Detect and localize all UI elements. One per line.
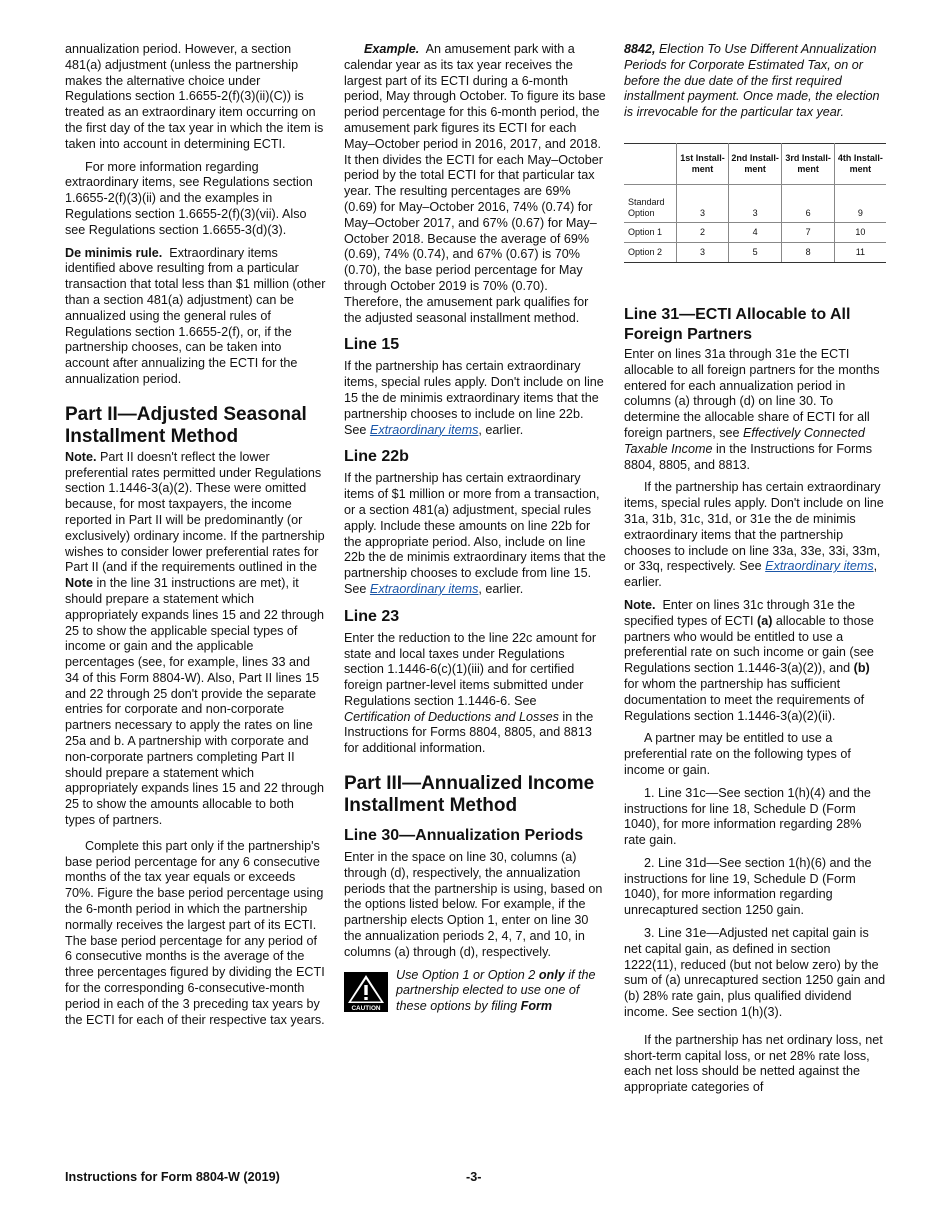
row-label: Standard Option xyxy=(624,184,677,222)
paragraph: If the partnership has net ordinary loss, net short-term capital loss, or net 28% rate loss, each net loss should be netted against the appropriate categories of xyxy=(624,1032,883,1095)
table-cell: 3 xyxy=(677,184,729,222)
table-cell: 2 xyxy=(677,222,729,242)
bold-text: Note xyxy=(65,576,93,591)
table-cell: 10 xyxy=(834,222,886,242)
table-header: 4th Install-ment xyxy=(834,143,886,184)
caution-label: CAUTION xyxy=(351,1004,381,1012)
caution-icon xyxy=(344,972,388,1012)
paragraph-text: , earlier. xyxy=(478,581,524,596)
paragraph-text: in the line 31 instructions are met), it should prepare a statement which appropriately expands lines 15 and 22 through 25 to show the applicable special types of income or gain and the applicable percentages (see, for example, lines 33 and 34 of this Form 8804-W). Also, Part II lines 15 and 22 through 25 don't provide the separate entries for corporate and non-corporate partners necessary to apply the rates on line 25a and b. A partnership with corporate and non-corporate partners completing Part II should prepare a statement which appropriately expands lines 15 and 22 through 25 to show the amounts allocable to both types of partners. xyxy=(65,576,325,828)
row-label: Option 1 xyxy=(624,222,677,242)
table-row xyxy=(624,184,886,222)
section-heading-line-15: Line 15 xyxy=(344,336,400,354)
bold-text: only xyxy=(538,967,565,982)
caution-text-part: Use Option 1 or Option 2 xyxy=(396,967,536,982)
run-in-heading: Note. xyxy=(624,597,656,612)
paragraph-text: If the partnership has certain extraordinary items, special rules apply. Don't include on line 31a, 31b, 31c, 31d, or 31e the de minimis extraordinary items that the partnership chooses to include on line 33a, 33e, 33i, 33m, or 33q, respectively. See xyxy=(624,480,884,574)
caution-box xyxy=(344,968,606,1015)
section-heading-line-23: Line 23 xyxy=(344,607,400,625)
paragraph: annualization period. However, a section 481(a) adjustment (unless the partnership makes the alternative choice under Regulations section 1.6655-2(f)(3)(ii)(C)) is treated as an extraordinary item occurring on the first day of the tax year in which the item is taken into account in determining ECTI. xyxy=(65,42,324,151)
paragraph-text: Enter on lines 31c through 31e the specified types of ECTI xyxy=(624,597,856,628)
table-row xyxy=(624,242,886,262)
paragraph xyxy=(624,42,886,121)
table-cell: 8 xyxy=(782,242,834,262)
table-cell: 5 xyxy=(728,242,781,262)
table-cell: 11 xyxy=(834,242,886,262)
table-header: 1st Install-ment xyxy=(677,143,729,184)
paragraph-text: If the partnership has certain extraordinary items, special rules apply. Don't include on line 15 the de minimis extraordinary items that the partnership chooses to include on line 22b. See xyxy=(344,359,604,437)
extraordinary-items-link[interactable]: Extraordinary items xyxy=(765,559,874,574)
table-cell: 9 xyxy=(834,184,886,222)
annualization-options-table xyxy=(624,143,886,263)
paragraph-text: , earlier. xyxy=(478,422,524,437)
run-in-heading: Note. xyxy=(65,449,97,464)
list-item: 1. Line 31c—See section 1(h)(4) and the instructions for line 18, Schedule D (Form 1040), for more information regarding 28% rate gain. xyxy=(624,785,871,848)
column-3 xyxy=(624,42,886,1103)
table-header-blank xyxy=(624,143,677,184)
paragraph-text: Extraordinary items identified above resulting from a particular transaction that total less than $1 million (other than a section 481(a) adjustment) can be annualized using the general rules of Regulations section 1.6655-2(f), or, if the partnership chooses, can be taken into account after annualizing the ECTI for the annualization period. xyxy=(65,245,326,386)
paragraph: A partner may be entitled to use a preferential rate on the following types of income or gain. xyxy=(624,731,851,777)
table-header: 2nd Install-ment xyxy=(728,143,781,184)
paragraph-text: Enter on lines 31a through 31e the ECTI allocable to all foreign partners for the months entered for each annualization period in columns (a) through (d) on line 30. To determine the allocable share of ECTI for all foreign partners, see xyxy=(624,346,880,440)
example-paragraph xyxy=(344,42,606,326)
section-heading-line-31: Line 31—ECTI Allocable to All Foreign Partners xyxy=(624,305,851,343)
paragraph xyxy=(344,471,606,597)
paragraph-text: , earlier. xyxy=(624,559,878,590)
paragraph-text: allocable to those partners who would be entitled to use a preferential rate on such income or gain (see Regulations section 1.1446-3(a)(2)), and xyxy=(624,613,874,676)
italic-title: Certification of Deductions and Losses xyxy=(344,709,559,724)
paragraph-text: in the Instructions for Forms 8804, 8805, and 8813 for additional information. xyxy=(344,709,594,756)
paragraph xyxy=(65,246,326,388)
table-cell: 6 xyxy=(782,184,834,222)
list-item: 3. Line 31e—Adjusted net capital gain is net capital gain, as defined in section 1222(11), reduced (but not below zero) by the sum of (a) unrecaptured section 1250 gain and (b) 28% rate gain, plus qualified dividend income. See section 1(h)(3). xyxy=(624,926,886,1020)
bold-text: (a) xyxy=(757,613,773,628)
paragraph-text: If the partnership has certain extraordinary items of $1 million or more from a transaction, or a section 481(a) adjustment, special rules apply. Include these amounts on line 22b for the appropriate period. Also, include on line 22b the de minimis extraordinary items that the partnership chooses to exclude from line 15. See xyxy=(344,471,606,596)
caution-text-part: if the partnership elected to use one of these options by filing xyxy=(396,967,596,1014)
italic-title: Effectively Connected Taxable Income xyxy=(624,425,865,456)
bold-text: 8842, xyxy=(624,42,656,56)
extraordinary-items-link[interactable]: Extraordinary items xyxy=(369,422,479,437)
paragraph: Complete this part only if the partnership's base period percentage for any 6 consecutive months of the tax year equals or exceeds 70%. Figure the base period percentage using the 6-month period in which the partnership normally receives the largest part of its ECTI. The base period percentage for any period of 6 consecutive months is the average of the three percentages figured by dividing the ECTI for the corresponding 6-consecutive-month period in each of the 3 preceding tax years by the ECTI for each of their respective tax years. xyxy=(65,838,325,1027)
table-cell: 3 xyxy=(728,184,781,222)
paragraph-text: An amusement park with a calendar year as its tax year receives the largest part of its ECTI during a 6-month period, May through October. To figure its base period percentage for this 6-month period, the amusement park figures its ECTI for each May–October period in 2016, 2017, and 2018. It then divides the ECTI for each May–October period by the total ECTI for that particular tax year. The resulting percentages are 69% (0.69) for May–October 2016, 74% (0.74) for May–October 2017, and 67% (0.67) for May–October 2018. Because the average of 69% (0.69), 74% (0.74), and 67% (0.67) is 70% (0.70), the base period percentage for May through October 2019 is 70% (0.70). Therefore, the amusement park qualifies for the adjusted seasonal installment method. xyxy=(344,42,606,325)
paragraph xyxy=(344,359,606,438)
table-cell: 4 xyxy=(728,222,781,242)
table-cell: 7 xyxy=(782,222,834,242)
paragraph-text: Election To Use Different Annualization Periods for Corporate Estimated Tax, on or before the due date of the first required installment payment. Once made, the election is irrevocable for the particular tax year. xyxy=(624,42,880,120)
paragraph-text: Part II doesn't reflect the lower preferential rates permitted under Regulations section 1.1446-3(a)(2). These were omitted because, for most taxpayers, the income reported in Part II will be predominantly (or exclusively) ordinary income. If the partnership wishes to consider lower preferential rates for Part II (and if the requirements outlined in the xyxy=(65,449,325,575)
run-in-heading: Example. xyxy=(364,42,420,56)
note-paragraph xyxy=(65,450,326,829)
footer-form-title: Instructions for Form 8804-W (2019) xyxy=(65,1170,280,1184)
table-header: 3rd Install-ment xyxy=(782,143,834,184)
paragraph xyxy=(624,480,886,591)
table-row xyxy=(624,222,886,242)
page-number: -3- xyxy=(466,1170,482,1184)
paragraph: Enter in the space on line 30, columns (a) through (d), respectively, the annualization periods that the partnership is using, based on the options listed below. For example, if the partnership elects Option 1, enter on line 30 the annualization periods 2, 4, 7, and 10, in columns (a) through (d), respectively. xyxy=(344,850,603,959)
paragraph-text: for whom the partnership has sufficient documentation to meet the requirements of Regulations section 1.1446-3(a)(2)(ii). xyxy=(624,676,865,723)
table-cell: 3 xyxy=(677,242,729,262)
list-item: 2. Line 31d—See section 1(h)(6) and the instructions for line 19, Schedule D (Form 1040), for more information regarding unrecaptured section 1250 gain. xyxy=(624,855,872,918)
run-in-heading: De minimis rule. xyxy=(65,245,163,260)
note-paragraph xyxy=(624,598,886,724)
paragraph xyxy=(624,347,886,473)
bold-text: Form xyxy=(520,999,553,1014)
bold-text: (b) xyxy=(853,661,870,676)
section-heading-line-30: Line 30—Annualization Periods xyxy=(344,827,584,845)
section-heading-part-3: Part III—Annualized Income Installment Method xyxy=(344,773,595,817)
paragraph-text: in the Instructions for Forms 8804, 8805, and 8813. xyxy=(624,441,873,472)
paragraph xyxy=(344,631,606,757)
column-1 xyxy=(65,42,326,1035)
row-label: Option 2 xyxy=(624,242,677,262)
column-2 xyxy=(344,42,606,1015)
paragraph: For more information regarding extraordinary items, see Regulations section 1.6655-2(f)(3)(ii) and the examples in Regulations section 1.6655-2(f)(3)(vii). Also see Regulations section 1.6655-3(d)(3). xyxy=(65,159,313,237)
section-heading-line-22b: Line 22b xyxy=(344,448,409,466)
section-heading-part-2: Part II—Adjusted Seasonal Installment Method xyxy=(65,403,307,447)
extraordinary-items-link[interactable]: Extraordinary items xyxy=(369,581,479,596)
paragraph-text: Enter the reduction to the line 22c amount for state and local taxes under Regulations section 1.1446-6(c)(1)(iii) and for certified foreign partner-level items submitted under Regulations section 1.1446-6. See xyxy=(344,630,597,708)
caution-text xyxy=(396,968,606,1015)
table-header-row xyxy=(624,143,886,184)
